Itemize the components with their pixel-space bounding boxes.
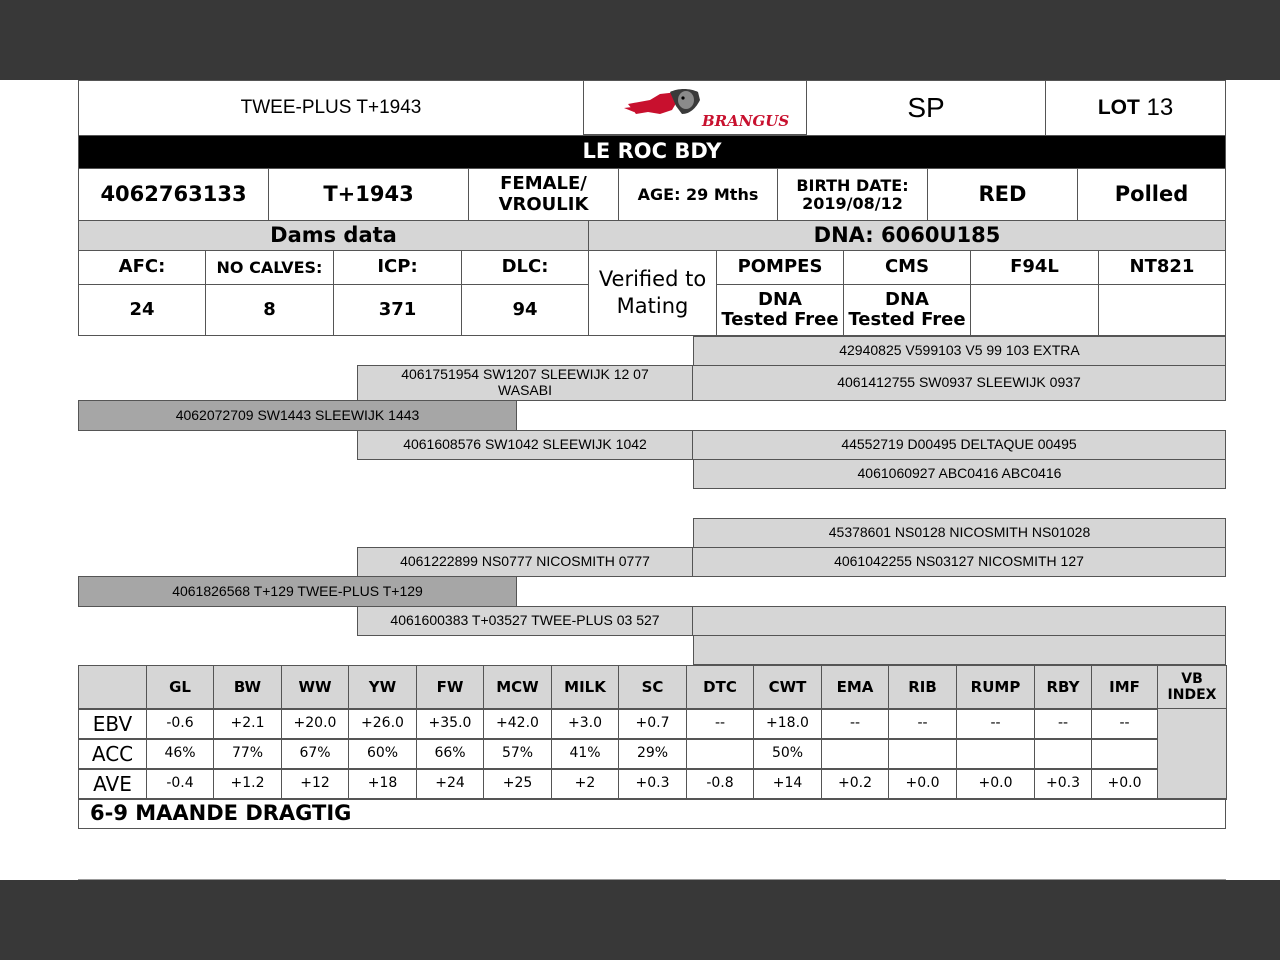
ebv-acc-mcw: 57% — [483, 738, 552, 770]
dlc-header: DLC: — [461, 250, 589, 285]
pompes-result-line1: DNA — [758, 288, 802, 310]
dna-title: DNA: 6060U185 — [588, 220, 1226, 251]
pedigree-sire-dam: 4061608576 SW1042 SLEEWIJK 1042 — [357, 430, 693, 460]
pedigree-dam-sire-sire: 45378601 NS0128 NICOSMITH NS01028 — [693, 518, 1226, 548]
cms-result — [843, 284, 971, 336]
nt821-result — [1098, 284, 1226, 336]
pedigree-dam-sire: 4061222899 NS0777 NICOSMITH 0777 — [357, 547, 693, 577]
birth-date-cell — [777, 168, 928, 221]
verified-line2: Mating — [616, 294, 689, 318]
ebv-header-mcw: MCW — [483, 665, 552, 710]
ebv-ebv-yw: +26.0 — [348, 708, 417, 740]
vb-index-line1: VB — [1181, 670, 1203, 687]
ebv-ebv-rby: -- — [1034, 708, 1092, 740]
ebv-row-label-ave: AVE — [78, 768, 147, 800]
ebv-ebv-fw: +35.0 — [416, 708, 484, 740]
ebv-acc-cwt: 50% — [753, 738, 822, 770]
ebv-ebv-sc: +0.7 — [618, 708, 687, 740]
grade-code: SP — [806, 80, 1046, 136]
pedigree-dam-dam-sire — [692, 606, 1226, 636]
ebv-ave-bw: +1.2 — [213, 768, 282, 800]
animal-id: T+1943 — [268, 168, 469, 221]
ebv-acc-rby — [1034, 738, 1092, 770]
lot-number: 13 — [1146, 93, 1174, 121]
ebv-ave-milk: +2 — [551, 768, 619, 800]
pedigree-sire-sire-sire: 42940825 V599103 V5 99 103 EXTRA — [693, 336, 1226, 366]
pedigree-sire-dam-dam: 4061060927 ABC0416 ABC0416 — [693, 459, 1226, 489]
color: RED — [927, 168, 1078, 221]
ebv-header-gl: GL — [146, 665, 214, 710]
ebv-acc-fw: 66% — [416, 738, 484, 770]
ebv-acc-gl: 46% — [146, 738, 214, 770]
ebv-acc-dtc — [686, 738, 754, 770]
ebv-acc-bw: 77% — [213, 738, 282, 770]
ebv-header-fw: FW — [416, 665, 484, 710]
ebv-ave-cwt: +14 — [753, 768, 822, 800]
dams-data-title: Dams data — [78, 220, 589, 251]
pedigree-sire: 4062072709 SW1443 SLEEWIJK 1443 — [78, 400, 517, 431]
birth-date-label: BIRTH DATE: — [796, 175, 909, 195]
pompes-result-line2: Tested Free — [721, 309, 839, 330]
svg-text:BRANGUS: BRANGUS — [702, 111, 790, 130]
ebv-ebv-mcw: +42.0 — [483, 708, 552, 740]
ebv-header-rib: RIB — [888, 665, 957, 710]
ebv-acc-rump — [956, 738, 1035, 770]
dna-test-pompes: POMPES — [716, 250, 844, 285]
ebv-ave-rby: +0.3 — [1034, 768, 1092, 800]
ebv-ebv-imf: -- — [1091, 708, 1158, 740]
ebv-header-yw: YW — [348, 665, 417, 710]
ebv-ave-rib: +0.0 — [888, 768, 957, 800]
ebv-ebv-bw: +2.1 — [213, 708, 282, 740]
ebv-ave-yw: +18 — [348, 768, 417, 800]
pedigree-sire-sire-dam: 4061412755 SW0937 SLEEWIJK 0937 — [692, 365, 1226, 401]
ebv-header-bw: BW — [213, 665, 282, 710]
dlc-value: 94 — [461, 284, 589, 336]
ebv-header-imf: IMF — [1091, 665, 1158, 710]
pedigree-dam: 4061826568 T+129 TWEE-PLUS T+129 — [78, 576, 517, 607]
pregnancy-note: 6-9 MAANDE DRAGTIG — [78, 798, 1226, 829]
pedigree-sire-sire: 4061751954 SW1207 SLEEWIJK 12 07 WASABI — [357, 365, 693, 401]
cms-result-line2: Tested Free — [848, 309, 966, 330]
icp-header: ICP: — [333, 250, 462, 285]
no-calves-header: NO CALVES: — [205, 250, 334, 285]
top-letterbox — [0, 0, 1280, 80]
ebv-header-milk: MILK — [551, 665, 619, 710]
verified-to-mating — [588, 250, 717, 336]
ebv-header-rump: RUMP — [956, 665, 1035, 710]
icp-value: 371 — [333, 284, 462, 336]
ebv-ave-dtc: -0.8 — [686, 768, 754, 800]
ebv-header-sc: SC — [618, 665, 687, 710]
ebv-row-label-acc: ACC — [78, 738, 147, 770]
ebv-acc-milk: 41% — [551, 738, 619, 770]
ebv-ebv-rump: -- — [956, 708, 1035, 740]
ebv-ebv-gl: -0.6 — [146, 708, 214, 740]
pompes-result — [716, 284, 844, 336]
ebv-header-corner — [78, 665, 147, 710]
ebv-acc-ww: 67% — [281, 738, 349, 770]
ebv-header-rby: RBY — [1034, 665, 1092, 710]
pedigree-sire-dam-sire: 44552719 D00495 DELTAQUE 00495 — [692, 430, 1226, 460]
animal-name: LE ROC BDY — [78, 135, 1226, 169]
ebv-ebv-milk: +3.0 — [551, 708, 619, 740]
bottom-letterbox — [0, 880, 1280, 960]
registration-number: 4062763133 — [78, 168, 269, 221]
ebv-acc-ema — [821, 738, 889, 770]
age: AGE: 29 Mths — [618, 168, 778, 221]
birth-date-value: 2019/08/12 — [802, 193, 903, 213]
lot-label: LOT — [1097, 96, 1140, 120]
ebv-header-cwt: CWT — [753, 665, 822, 710]
ebv-ave-sc: +0.3 — [618, 768, 687, 800]
dna-test-nt821: NT821 — [1098, 250, 1226, 285]
pedigree-dam-dam: 4061600383 T+03527 TWEE-PLUS 03 527 — [357, 606, 693, 636]
ebv-ebv-ema: -- — [821, 708, 889, 740]
sex-afrikaans: VROULIK — [498, 193, 589, 215]
brangus-logo — [583, 80, 807, 135]
ebv-vb-index-value — [1157, 708, 1227, 800]
ebv-ave-ema: +0.2 — [821, 768, 889, 800]
ebv-ave-imf: +0.0 — [1091, 768, 1158, 800]
lot-box — [1045, 80, 1226, 136]
ebv-acc-imf — [1091, 738, 1158, 770]
ebv-ebv-cwt: +18.0 — [753, 708, 822, 740]
afc-header: AFC: — [78, 250, 206, 285]
ebv-ave-fw: +24 — [416, 768, 484, 800]
cms-result-line1: DNA — [885, 288, 929, 310]
ebv-ave-gl: -0.4 — [146, 768, 214, 800]
breeder-name: TWEE-PLUS T+1943 — [78, 80, 584, 136]
ebv-ave-ww: +12 — [281, 768, 349, 800]
vb-index-line2: INDEX — [1167, 686, 1217, 703]
ebv-ave-mcw: +25 — [483, 768, 552, 800]
pedigree-dam-sire-dam: 4061042255 NS03127 NICOSMITH 127 — [692, 547, 1226, 577]
ebv-header-ema: EMA — [821, 665, 889, 710]
ebv-header-vb-index — [1157, 665, 1227, 710]
ebv-ebv-rib: -- — [888, 708, 957, 740]
ebv-acc-rib — [888, 738, 957, 770]
afc-value: 24 — [78, 284, 206, 336]
sex-cell — [468, 168, 619, 221]
dna-test-cms: CMS — [843, 250, 971, 285]
horn-status: Polled — [1077, 168, 1226, 221]
ebv-header-dtc: DTC — [686, 665, 754, 710]
ebv-ave-rump: +0.0 — [956, 768, 1035, 800]
bull-icon — [620, 84, 790, 132]
no-calves-value: 8 — [205, 284, 334, 336]
verified-line1: Verified to — [598, 266, 707, 291]
sex-english: FEMALE/ — [500, 173, 587, 195]
ebv-row-label-ebv: EBV — [78, 708, 147, 740]
ebv-ebv-ww: +20.0 — [281, 708, 349, 740]
ebv-acc-yw: 60% — [348, 738, 417, 770]
ebv-acc-sc: 29% — [618, 738, 687, 770]
ebv-ebv-dtc: -- — [686, 708, 754, 740]
ebv-header-ww: WW — [281, 665, 349, 710]
dna-test-f94l: F94L — [970, 250, 1099, 285]
f94l-result — [970, 284, 1099, 336]
pedigree-dam-dam-dam — [693, 635, 1226, 665]
